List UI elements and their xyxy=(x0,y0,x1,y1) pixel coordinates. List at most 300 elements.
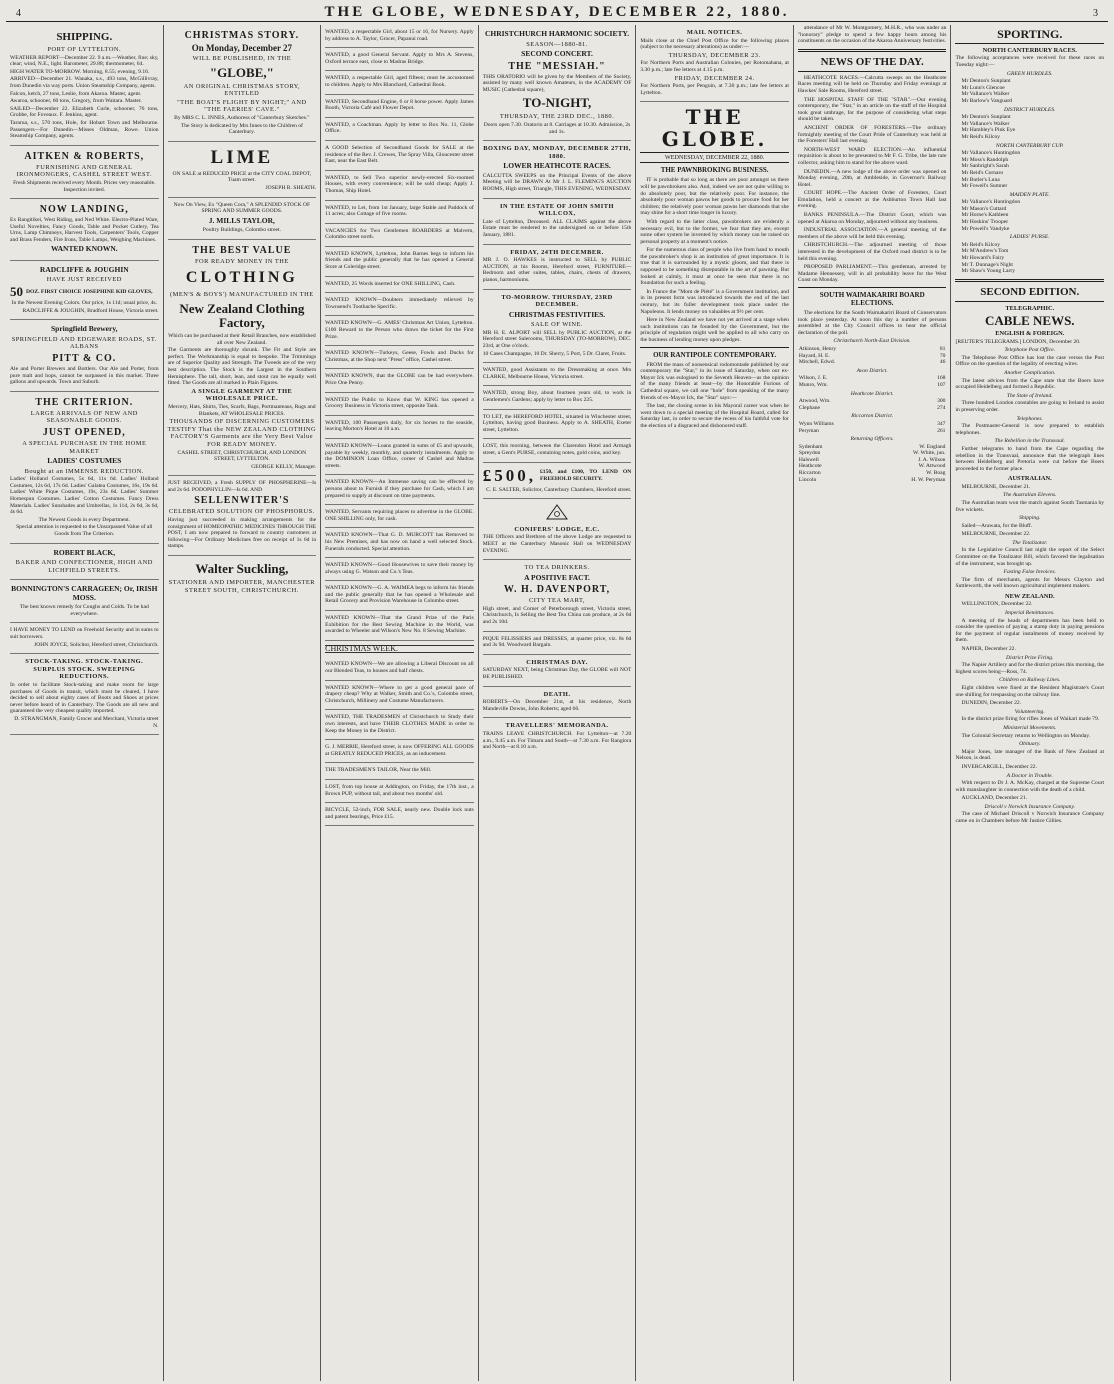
cable-heading: The Rebellion in the Transvaal. xyxy=(994,438,1065,445)
dateline: MELBOURNE, December 21. xyxy=(961,483,1031,490)
arrived-3: Awaroa, schooner, 60 tons, Gregory, from Waitara. Master. xyxy=(10,98,142,105)
english-foreign: ENGLISH & FOREIGN. xyxy=(995,330,1065,338)
cable-heading: District Prize Firing. xyxy=(1006,654,1054,661)
cable-text: In the district prize firing for rifles Jones of Waikari made 79. xyxy=(961,716,1100,723)
sailed-1: SAILED—December 22. Elizabeth Curle, schooner, 76 tons, Grubbe, for Foveaux. F. Jenkins, agent. xyxy=(10,105,159,119)
special-attention: Special attention is requested to the Unsurpassed Value of all Goods from The Criterion. xyxy=(16,524,153,537)
christmas-ad-text: WANTED KNOWN—We are allowing a Liberal Discount on all our Blended Teas, to houses and half chests. xyxy=(325,661,474,675)
wanted-ad xyxy=(325,581,474,611)
ready-money: FOR READY MONEY IN THE xyxy=(194,257,289,265)
brewery-title: Springfield Brewery, xyxy=(51,324,118,334)
poll-row xyxy=(798,450,947,457)
radcliffe-50: 50 xyxy=(10,284,23,300)
wanted-ads-list xyxy=(325,25,474,641)
pawnbroking-article xyxy=(640,177,789,343)
death-heading: DEATH. xyxy=(543,690,571,698)
maiden-plate: MAIDEN PLATE. xyxy=(1009,191,1050,198)
poll-votes: 274 xyxy=(937,404,946,411)
money-to-lend: I HAVE MONEY TO LEND on Freehold Security and in sums to suit borrowers. xyxy=(10,627,159,640)
wanted-ad xyxy=(325,475,474,505)
wanted-ad-text: WANTED KNOWN—That the Grand Prize of the Paris Exhibition for the Best Sewing Machine in the World, was awarded to Wheeler and Wilson's New No. 8 Sewing Machine. xyxy=(325,615,474,635)
race-entry: Mr Hoskins' Trooper xyxy=(961,219,1009,226)
mail-body: Mails close at the Chief Post Office for the following places (subject to the necessary alterations) as under:— xyxy=(640,37,789,51)
wanted-ad xyxy=(325,416,474,439)
christmas-ads-list xyxy=(325,657,474,826)
race-entry: Mr Reid's Cornaro xyxy=(961,169,1004,176)
wanted-ad-text: WANTED KNOWN—Good Housewives to save their money by always using G. Watson and Co.'s Teas. xyxy=(325,562,474,575)
news-item: ANCIENT ORDER OF FORESTERS.—The ordinary fortnightly meeting of the Court Pride of Canterbury was held at the Foresters' Hall last evening. xyxy=(797,124,947,145)
radcliffe-kid: DOZ. FIRST CHOICE JOSEPHINE KID GLOVES, xyxy=(26,288,153,295)
death-body: ROBERTS—On December 21st, at his residence, North Mandeville Downs, John Roberts; aged 66. xyxy=(482,699,632,712)
xmas-author: By MRS C. L. INNES, Authoress of "Canterbury Sketches." xyxy=(174,114,310,121)
wanted-ad xyxy=(325,439,474,475)
district-hurdles: DISTRICT HURDLES. xyxy=(1004,106,1056,113)
davenport-title: W. H. DAVENPORT, xyxy=(503,584,611,596)
wanted-ad xyxy=(325,277,474,294)
shipping-heading: SHIPPING. xyxy=(56,31,113,43)
radcliffe-title: RADCLIFFE & JOUGHIN xyxy=(39,264,129,274)
high-water: HIGH WATER TO-MORROW. Morning, 8.55; evening, 9.16. xyxy=(10,68,150,75)
poll-row xyxy=(798,346,947,353)
column-5 xyxy=(636,25,794,1381)
wanted-ad xyxy=(325,141,474,171)
christmas-day-body: SATURDAY NEXT, being Christmas Day, the GLOBE will NOT BE PUBLISHED. xyxy=(482,667,632,680)
nc-races: NORTH CANTERBURY RACES. xyxy=(982,47,1077,54)
poll-votes: 70 xyxy=(939,352,946,359)
poll-name: Wynn Williams xyxy=(798,420,834,427)
poll-row xyxy=(798,428,947,435)
poll-results xyxy=(798,338,947,483)
mail-thursday: THURSDAY, DECEMBER 23. xyxy=(668,51,761,59)
furniture-sale: MR J. O. HAWKES is instructed to SELL by PUBLIC AUCTION, at his Rooms, Hereford street, FURNITURE—Bedroom and other suites, tables, chairs, chests of drawers, pianos, harmoniums. xyxy=(482,257,632,283)
ladies-sub: Bought at an IMMENSE REDUCTION. xyxy=(24,467,144,475)
dateline: AUCKLAND, December 21. xyxy=(961,795,1028,802)
cable-heading: Telephones. xyxy=(1016,415,1043,422)
continued-text: attendance of Mr W. Montgomery, M.H.R., who was under an "honorary" pledge to spend a few happy hours among his constituents on the occasion of the Akaroa Anniversary festivities. xyxy=(797,25,947,45)
messiah-body: THIS ORATORIO will be given by the Members of the Society, assisted by many well known Amateurs, in the ACADEMY OF MUSIC (Cathedral square), xyxy=(482,73,632,93)
poll-votes: 347 xyxy=(937,420,946,427)
davenport-body: High street, and Corner of Peterborough street, Victoria street, Christchurch, Is Selling the Best Tea China can produce, at 2s 6d and 2s 10d. xyxy=(482,605,632,625)
column-7 xyxy=(951,25,1108,1381)
page-number-right: 3 xyxy=(1092,8,1098,19)
globe-leader-title: THE GLOBE. xyxy=(661,105,768,152)
wanted-ad-text: WANTED, Secondhand Engine, 6 or 8 horse power. Apply James Booth, Victoria Café and Flower Depot. xyxy=(325,98,474,112)
newest-goods: The Newest Goods in every Department. xyxy=(38,516,131,523)
cable-heading: The Totalizator. xyxy=(1012,539,1048,546)
race-entry: Mr Vallance's Huntingdon xyxy=(961,199,1021,206)
cable-items xyxy=(955,347,1104,824)
sporting-title: SPORTING. xyxy=(997,27,1063,41)
wanted-ad-text: WANTED KNOWN—That G. D. MURCOTT has Removed to his New Premises, and has now on hand a well selected Stock. Funerals conducted. Special attention. xyxy=(325,532,474,552)
wanted-ad xyxy=(325,393,474,416)
poll-votes: H. W. Peryman xyxy=(911,476,946,483)
stocktaking-body: In order to facilitate Stock-taking and make room for large purchases of Goods in transit, which must be cleared, I have decided to sell about eighty cases of Boots and Shoes at prices never before heard of in Canterbury. The Goods are all new and guaranteed the very cheapest quality imported. xyxy=(10,681,159,715)
criterion-sub: LARGE ARRIVALS OF NEW AND SEASONABLE GOODS. xyxy=(30,409,138,425)
wanted-ad xyxy=(325,505,474,528)
race-entry: Mr Vallance's Walker xyxy=(961,120,1010,127)
wanted-ad xyxy=(325,558,474,581)
newspaper-title: THE GLOBE, WEDNESDAY, DECEMBER 22, 1880. xyxy=(324,4,790,20)
mercery: Mercery, Hats, Shirts, Ties, Scarfs, Bags, Portmanteaus, Rugs and Blankets, AT WHOLESALE PRICES. xyxy=(168,403,316,417)
pique-ad: PIQUE FELISSIERS and DRESSES, at quarter price, viz. 8s 6d and 3s 9d. Woodward Bargain. xyxy=(482,635,632,649)
dateline: NAPIER, December 22. xyxy=(961,646,1016,652)
masthead xyxy=(6,4,1108,22)
wanted-ad-text: VACANCIES for Two Gentlemen BOARDERS at Malvern, Colombo street north. xyxy=(325,227,474,241)
poll-name: Atwood, Wm. xyxy=(798,398,831,405)
poll-row xyxy=(798,398,947,405)
reward-amount: £500, xyxy=(482,465,536,485)
wanted-ad xyxy=(325,293,474,316)
cable-heading: A Doctor in Trouble. xyxy=(1006,772,1053,779)
waimakariri-title: SOUTH WAIMAKARIRI BOARD ELECTIONS. xyxy=(819,291,925,307)
news-item: CHRISTCHURCH.—The adjourned meeting of those interested in the development of the Oxford road district is to be held this evening. xyxy=(797,242,947,262)
lime-sub: ON SALE at REDUCED PRICE at the CITY COAL DEPOT, Tuam street. xyxy=(172,170,312,184)
poll-row xyxy=(798,375,947,382)
green-hurdles: GREEN HURDLES. xyxy=(1006,70,1053,77)
cable-heading: Another Complication. xyxy=(1004,370,1056,376)
column-4 xyxy=(479,25,637,1381)
poll-name: Hayard, H. E. xyxy=(798,352,830,359)
poll-name: Halswell xyxy=(798,456,819,463)
race-entry: Mr Denton's Sunplant xyxy=(961,78,1011,85)
aitken-body: Fresh Shipments received every Month. Prices very reasonable. Inspection invited. xyxy=(13,179,156,193)
cable-text: The Napier Artillery and for the district prizes this morning, the highest scores being—Ross, 74. xyxy=(955,662,1105,675)
wanted-ad-text: WANTED KNOWN—Turkeys, Geese, Fowls and Ducks for Christmas, at the Shop next "Press" office, Cashel street. xyxy=(325,350,474,363)
dateline: INVERCARGILL, December 22. xyxy=(961,763,1037,770)
poll-votes: 300 xyxy=(937,398,946,405)
radcliffe-sub: HAVE JUST RECEIVED xyxy=(46,276,122,284)
port-heading: PORT OF LYTTELTON. xyxy=(47,46,122,53)
mail-friday-body: For Northern Ports, per Penguin, at 7.30 p.m.; late fee letters at Lyttelton. xyxy=(640,83,789,96)
race-entry: Mr Reid's Kilcoy xyxy=(961,133,1001,140)
wanted-ad-text: WANTED, a respectable Girl, aged fifteen; must be accustomed to children. Apply to Mrs Blanchard, Cathedral Book. xyxy=(325,75,474,88)
north-cup: NORTH CANTERBURY CUP. xyxy=(995,142,1064,149)
nc-intro: The following acceptances were received for these races on Tuesday night:— xyxy=(955,55,1105,68)
rantipole-title: OUR RANTIPOLE CONTEMPORARY. xyxy=(653,350,777,359)
poll-name: Mitchell, Edwd. xyxy=(798,359,836,366)
race-entry: Mr Sanbright's Sarah xyxy=(961,163,1009,170)
cable-text: The Colonial Secretary returns to Wellington on Monday. xyxy=(961,732,1091,739)
district-hurdles-list xyxy=(955,114,1104,140)
poll-row xyxy=(798,444,947,451)
christmas-ad-text: WANTED, THE TRADESMEN of Christchurch to Study their own interests, and have THEIR CLOTHES MADE in order to Keep the Money in the District. xyxy=(325,714,474,734)
poll-name: Riccarton xyxy=(798,470,821,477)
telegraphic: TELEGRAPHIC. xyxy=(1005,304,1055,312)
cable-text: Further telegrams to hand from the Cape regarding the rebellion in the Transvaal, announce that the telegraph lines between Heidelberg and Pretoria were cut before the Boers proceeded to the former place. xyxy=(955,445,1105,472)
aitken-title: AITKEN & ROBERTS, xyxy=(24,150,145,162)
poll-row xyxy=(798,457,947,464)
christmas-ad-text: THE TRADESMEN'S TAILOR, Near the Mill. xyxy=(325,767,432,774)
harmonic-season: SEASON—1880-81. xyxy=(526,40,588,48)
rantipole-text-2: The last, the closing scene in his Mayoral career was when he went down to a special meeting of the Hospital Board, called for Saturday last, in order to secure the recess of his faithful vote for the election of a disgraced and dishonored staff. xyxy=(640,403,789,429)
poll-row xyxy=(798,359,947,366)
dateline: DUNEDIN, December 22. xyxy=(961,700,1022,707)
wanted-ad-text: WANTED, to Let, from 1st January, large Stable and Paddock of 11 acres; also Cottage of five rooms. xyxy=(325,204,474,218)
race-entry: Mr Lunn's Glencoe xyxy=(961,84,1005,91)
cable-text: In the Legislative Council last night the report of the Select Committee on the Totalizator Bill, which favored the legalisation of the instrument, was brought up. xyxy=(955,547,1105,567)
christmas-ad xyxy=(325,657,474,680)
race-entry: Mr Fowell's Sumner xyxy=(961,183,1008,190)
calcutta-sweeps: CALCUTTA SWEEPS on the Principal Events of the above Meeting will be DRAWN At Mr J. L. FLEMING'S AUCTION ROOMS, High street, Triangle, THIS EVENING, WEDNESDAY. xyxy=(482,172,632,193)
wanted-ad-text: WANTED KNOWN, that the GLOBE can be had everywhere. Price One Penny. xyxy=(325,373,474,386)
travellers-body: TRAINS LEAVE CHRISTCHURCH. For Lyttelton—at 7.20 a.m., 9.45 a.m. For Timaru and South—at 7.30 a.m. For Rangiora and North—at 8.10 a.m. xyxy=(482,730,632,751)
wanted-ad xyxy=(325,224,474,247)
poll-votes: 81 xyxy=(939,345,946,352)
poll-name: Munro, Wm. xyxy=(798,381,828,388)
cable-text: The Australian team won the match against South Tasmania by five wickets. xyxy=(955,499,1105,513)
factory-mgr: GEORGE KELLY, Manager. xyxy=(251,463,317,470)
race-entry: Mr Moss's Randolph xyxy=(961,156,1009,163)
clothing-sub: (MEN'S & BOYS') MANUFACTURED IN THE xyxy=(170,291,314,299)
race-entry: Mr Vallance's Huntingdon xyxy=(961,150,1021,157)
wanted-ad-text: A GOOD Selection of Secondhand Goods for SALE at the residence of the Rev. J. Crewes, The Spray Villa, Gloucester street East, near the East Belt. xyxy=(325,144,474,165)
cable-heading: Children on Railway Lines. xyxy=(999,677,1061,684)
poll-heading: Returning Officers. xyxy=(850,436,894,443)
christmas-ad-text: WANTED KNOWN—Where to get a good general pace of drapery cheap? Why at Walker, Smith and Co.'s, Colombo street, Christchurch, Millinery and Costume Manufacturers. xyxy=(325,684,474,704)
clothing-title: CLOTHING xyxy=(185,269,298,287)
news-items xyxy=(798,75,947,284)
phosphorus-sub: CELEBRATED SOLUTION OF PHOSPHORUS. xyxy=(168,508,315,516)
wanted-ad xyxy=(325,71,474,94)
cable-heading: Driscoll v Norwich Insurance Company. xyxy=(984,803,1076,810)
masonic-emblem-icon xyxy=(546,504,568,520)
poll-name: Wilson, J. E. xyxy=(798,375,828,382)
cable-text: Sailed—Arawata, for the Bluff. xyxy=(961,522,1033,529)
poll-name: Sydenham xyxy=(798,443,823,450)
news-of-the-day-title: NEWS OF THE DAY. xyxy=(820,55,924,68)
lime-title: LIME xyxy=(210,146,274,168)
wanted-ad-text: WANTED, a respectable Girl, about 15 or 16, for Nursery. Apply by address to A. Taylor, Grocer, Papanui road. xyxy=(325,29,474,42)
dateline: MELBOURNE, December 22. xyxy=(961,531,1031,538)
news-item: INDUSTRIAL ASSOCIATION.—A general meeting of the members of the above will be held this evening. xyxy=(797,227,947,240)
wanted-strong: WANTED, strong Boy, about fourteen years old, to work in Gentlemen's Gardens; apply by letter to Box 225. xyxy=(482,390,632,403)
wanted-ad-text: WANTED, a good General Servant. Apply to Mrs A. Stevens, Oxford terrace east, close to Madras Bridge. xyxy=(325,52,474,65)
hereford-hotel: TO LET, the HEREFORD HOTEL, situated in Winchester street, Lyttelton, having good Business. Apply to A. SHEATH, Exeter street, Lyttelton. xyxy=(482,413,632,433)
factory-list: The Garments are thoroughly shrunk. The Fit and Style are perfect. The Workmanship is equal to bespoke. The Trimmings are of Superior Quality and Strength. The Tweeds are of the very best description. The Stock is the Largest in the Southern Hemisphere. The tall, short, lean, and stout can be equally well fitted. The Goods are all marked in Plain Figures. xyxy=(167,347,317,387)
wanted-ad xyxy=(325,369,474,392)
cable-heading: The Australian Elevens. xyxy=(1003,492,1057,499)
reuters: [REUTER'S TELEGRAMS.] LONDON, December 20. xyxy=(955,338,1081,345)
poll-name: Spreydon xyxy=(798,450,821,457)
race-entry: Mr Powell's Vandyke xyxy=(961,225,1010,232)
race-entry: Mr Mason's Cuttard xyxy=(961,205,1007,212)
wanted-ad xyxy=(325,48,474,71)
wanted-ad xyxy=(325,118,474,141)
cable-heading: Telephone Post Office. xyxy=(1004,347,1056,354)
wanted-ad xyxy=(325,316,474,346)
cable-text: The Telephone Post Office has lost the case versus the Post Office on the question of the legality of erecting wires. xyxy=(955,354,1105,368)
wanted-ad-text: WANTED, 25 Words inserted for ONE SHILLING, Cash. xyxy=(325,280,456,287)
poll-heading: Avon District. xyxy=(856,367,888,374)
bonnington-body: The best known remedy for Coughs and Colds. To be had everywhere. xyxy=(19,604,149,617)
estate-body: Late of Lyttelton, Deceased. ALL CLAIMS against the above Estate must be rendered to the undersigned on or before 15th January, 1881. xyxy=(482,218,632,238)
race-entry: Mr M'Andrew's Tom xyxy=(961,248,1009,255)
strangman-sign: D. STRANGMAN, Family Grocer and Merchant, Victoria street N. xyxy=(14,715,159,729)
mills-addr: Poultry Buildings, Colombo street. xyxy=(202,227,281,234)
bonnington-title: BONNINGTON'S CARRAGEEN; Or, IRISH MOSS. xyxy=(11,584,158,602)
christmas-ad xyxy=(325,803,474,826)
conifers-body: THE Officers and Brethren of the above Lodge are requested to MEET at the Canterbury Masonic Hall on WEDNESDAY EVENING. xyxy=(482,534,632,554)
black-title: ROBERT BLACK, xyxy=(53,547,116,557)
poll-row xyxy=(798,405,947,412)
phosphorus-body: Having just succeeded in making arrangements for the consignment of HOMEOPATHIC MEDICINES THROUGH THE POST, I am now prepared to forward to country customers at following—For Ordinary Medicines free on receipt of 1s 6d in stamps. xyxy=(167,517,317,550)
christmas-ad xyxy=(325,710,474,740)
xmas-published: WILL BE PUBLISHED, IN THE xyxy=(192,55,292,62)
columns xyxy=(6,25,1108,1381)
poll-row xyxy=(798,382,947,389)
conifers-title: CONIFERS' LODGE, E.C. xyxy=(514,525,600,533)
christmas-ad xyxy=(325,763,474,780)
column-3 xyxy=(321,25,479,1381)
brewery-body: Ale and Porter Brewers and Bottlers. Our Ale and Porter, from pure malt and hops, cannot be surpassed in this market. Three gallons and upwards. Town and Suburb. xyxy=(10,365,159,386)
ladies-body: Ladies' Holland Costumes, 5s 6d, 11s 6d. Ladies' Holland Costumes, 12s 6d, 17s 6d. Ladies' Galatea Costumes, 16s, 19s 6d. Ladies' White Pique Costumes, 19s, 23s 6d. Ladies' Summer Homespun Costumes. Ladies' Cotton Costumes. Fancy Dress Materials. Ladies' Sunshades and Umbrellas, 1s 11d, 2s 6d, 3s 6d, 4s 6d. xyxy=(10,476,159,516)
poll-heading: Riccarton District. xyxy=(851,413,894,420)
radcliffe-body: In the Newest Evening Colors. Our price, 1s 11d; usual price, 4s. xyxy=(11,300,157,307)
wanted-ad-text: WANTED KNOWN—An Immense saving can be effected by persons about to Furnish if they purchase for Cash, which I am prepared to supply at discount on time payments. xyxy=(325,479,474,499)
poll-table xyxy=(798,444,947,484)
waimakariri-body: The elections for the South Waimakariri Board of Conservators took place yesterday. At noon this day a number of persons assembled at the City Council offices to hear the official declaration of the poll. xyxy=(797,310,947,336)
lost-purse: LOST, this morning, between the Clarendon Hotel and Armagh street, a Gent's PURSE, containing notes, gold coins, and key. xyxy=(482,443,632,456)
column-2 xyxy=(164,25,322,1381)
wanted-ad xyxy=(325,171,474,201)
christmas-ad-text: G. J. MERRIE, Hereford street, is now OFFERING ALL GOODS at GREATLY REDUCED PRICES, as an inducement. xyxy=(325,744,474,757)
poll-name: Atkinson, Henry xyxy=(798,345,837,352)
arrived-2: Falcon, ketch, 27 tons, Leslie, from Akaroa. Master, agent. xyxy=(10,90,142,97)
news-item: PROPOSED PARLIAMENT.—This gentleman, arrested by Madame Hennessey, will in all probability leave for the West Coast on Monday. xyxy=(797,264,947,284)
news-item: COURT HOPE.—The Ancient Order of Foresters, Court Emulation, held a concert at the Ashburton Town Hall last evening. xyxy=(797,190,947,210)
cable-text: The case of Michael Driscoll v Norwich Insurance Company came on in Chambers before Mr Justice Gillies. xyxy=(955,811,1105,825)
wine-body: MR H. E. ALPORT will SELL by PUBLIC AUCTION, at the Hereford street Salerooms, THURSDAY (TO-MORROW), DEC. 23rd, at One o'clock. xyxy=(482,329,632,350)
cable-text: Major Jones, late manager of the Bank of New Zealand at Nelson, is dead. xyxy=(955,748,1105,762)
mills-lead: Now On View, Ex "Queen Cora," A SPLENDID STOCK OF SPRING AND SUMMER GOODS. xyxy=(173,201,311,215)
poll-row xyxy=(798,353,947,360)
christmas-ad xyxy=(325,780,474,803)
thousands: THOUSANDS OF DISCERNING CUSTOMERS TESTIFY That the NEW ZEALAND CLOTHING FACTORY'S Garments are the Very Best Value FOR READY MONEY. xyxy=(167,418,317,448)
cable-text: Eight children were fined at the Resident Magistrate's Court one shilling for trespassing on the railway line. xyxy=(955,684,1105,698)
column-6 xyxy=(794,25,952,1381)
xmas-date: On Monday, December 27 xyxy=(191,43,293,53)
factory-body: Which can be purchased at their Retail Branches, now established all over New Zealand. xyxy=(168,333,316,346)
wanted-known-heading: WANTED KNOWN. xyxy=(50,244,118,254)
leader-dateline: WEDNESDAY, DECEMBER 22, 1880. xyxy=(640,152,789,163)
cable-news: CABLE NEWS. xyxy=(984,313,1075,329)
pitt-title: PITT & CO. xyxy=(52,352,117,364)
christmas-ad xyxy=(325,681,474,711)
poll-row xyxy=(798,463,947,470)
race-entry: Mr Hambley's Pink Eye xyxy=(961,127,1016,134)
poll-name: Peryman xyxy=(798,427,819,434)
wanted-good: WANTED, good Assistants to the Dressmaking at once. Mrs CLARKE, Melbourne House, Victoria street. xyxy=(482,367,632,380)
globe-name: "GLOBE," xyxy=(209,64,274,80)
poll-table xyxy=(798,375,947,388)
wanted-ad-text: WANTED KNOWN—G. A. WAIMEA begs to inform his friends and the public generally that he has opened a Wholesale and Retail Grocery and Provision Warehouse in Colombo street. xyxy=(325,585,474,605)
christmas-ad-text: LOST, from top house at Addington, on Friday, the 17th inst., a Brown PUP, without tail, and about two months' old. xyxy=(325,783,474,797)
mail-thursday-body: For Northern Ports and Australian Colonies, per Rotomahana, at 3.30 p.m.; late fee letters at 4.15 p.m. xyxy=(640,60,789,73)
race-entry: Mr Howard's Fairy xyxy=(961,255,1005,262)
reward-body: £150, and £100, TO LEND ON FREEHOLD SECURITY. xyxy=(539,468,632,482)
wanted-ad-text: WANTED KNOWN, Lyttelton, John Barnes begs to inform his friends and the public generally that he has opened a General Store at Coleridge street. xyxy=(325,250,474,271)
race-entry: Mr Horne's Kathleen xyxy=(961,212,1009,219)
cable-heading: The State of Ireland. xyxy=(1006,392,1053,399)
rantipole-text: FROM the mass of nonsensical rodomontade published by our contemporary the "Star," in its issue of Saturday, when our ex-Mayor Ick was eulogised to the Seventh Heaven—as the opinion of the many friends at least—by the Honorable Furious of Cathedral square, we call one "hole" from speaking of the many friends of ex-Mayor Ick, the "Star" says:— xyxy=(640,361,789,401)
tonight-body: Doors open 7.30. Oratorio at 8. Carriages at 10.30. Admission, 2s and 1s. xyxy=(483,121,631,135)
davenport-sub: CITY TEA MART, xyxy=(529,597,586,605)
race-entry: Mr Shaw's Young Larry xyxy=(961,268,1015,275)
brewery-sub: SPRINGFIELD AND EDGEWARE ROADS, ST. ALBANS xyxy=(11,335,157,351)
news-item: DUNEDIN.—A new lodge of the above order was opened on Monday evening, 20th, at Ambleside, in Governor's Railway Hotel. xyxy=(797,168,947,188)
wanted-ad-text: WANTED KNOWN—Loans granted in sums of £5 and upwards, payable by weekly, monthly, and quarterly instalments. Apply to the DOMINION Loan Office, corner of Cashel and Madras streets. xyxy=(325,442,474,469)
tonight: TO-NIGHT, xyxy=(522,95,592,111)
wanted-ad xyxy=(325,25,474,48)
mail-title: MAIL NOTICES. xyxy=(686,29,743,36)
salter-sign: C. E. SALTER, Solicitor, Canterbury Chambers, Hereford street. xyxy=(486,486,632,493)
poll-row xyxy=(798,421,947,428)
suckling-sub: STATIONER AND IMPORTER, MANCHESTER STREET SOUTH, CHRISTCHURCH. xyxy=(168,579,316,594)
christmas-ad xyxy=(325,740,474,763)
cable-text: The firm of merchants, agents for Messrs Clayton and Suttleworth, the well known agricultural implement makers. xyxy=(955,576,1105,590)
race-entry: Mr Denton's Sunplant xyxy=(961,114,1011,121)
poll-table xyxy=(798,421,947,434)
lower-heathcote: LOWER HEATHCOTE RACES. xyxy=(503,161,611,171)
stocktaking-title: STOCK-TAKING. STOCK-TAKING. SURPLUS STOCK. SWEEPING REDUCTIONS. xyxy=(25,658,144,681)
phosphorus-lead: JUST RECEIVED, a Fresh SUPPLY OF PHOSPHERINE—Is and 2s 6d. PODOPHYLLIN—Is 6d. AND xyxy=(167,480,317,493)
ladies-costumes: LADIES' COSTUMES xyxy=(47,456,122,466)
pawnbroking-paragraph: With regard to the latter class, pawnbrokers are evidently a necessary evil, but to the former, we fear that they are, except some other system be invented by which money can be raised on personal property at a moment's notice. xyxy=(640,218,789,245)
australian-heading: AUSTRALIAN. xyxy=(1007,475,1052,483)
poll-name: Heathcote xyxy=(798,463,822,470)
christmas-week-heading: CHRISTMAS WEEK. xyxy=(325,645,474,654)
wanted-ad xyxy=(325,247,474,277)
harmonic-title: CHRISTCHURCH HARMONIC SOCIETY. xyxy=(484,29,630,38)
criterion-title: THE CRITERION. xyxy=(35,396,134,408)
cable-heading: Obituary. xyxy=(1019,741,1041,748)
cable-text: The latest advices from the Cape state that the Boers have occupied Heidelberg and formed a Republic. xyxy=(955,377,1105,391)
poll-votes: W. England xyxy=(919,443,946,450)
poll-votes: W. White, jun. xyxy=(912,450,946,457)
best-value: THE BEST VALUE xyxy=(192,244,292,256)
green-hurdles-list xyxy=(955,78,1104,104)
factory-addr: CASHEL STREET, CHRISTCHURCH, AND LONDON STREET, LYTTELTON. xyxy=(177,449,307,463)
wanted-ad xyxy=(325,95,474,118)
lime-sign: JOSEPH B. SHEATH. xyxy=(265,184,317,191)
new-zealand-heading: NEW ZEALAND. xyxy=(1004,593,1055,601)
pawnbroking-paragraph: In France the "Mont de Piété" is a Government institution, and in its present form was introduced towards the end of the last century, but its fuller development took place under the Napoleons. It lends money on valuables at 9½ per cent. xyxy=(640,288,789,315)
news-item: NORTH-WEST WARD ELECTION.—An influential requisition is about to be presented to Mr F. G. Tribe, the late rate collector, asking him to stand for the above ward. xyxy=(797,146,947,166)
poll-votes: 261 xyxy=(937,427,946,434)
pawnbroking-paragraph: For the numerous class of people who live from hand to mouth the pawnbroker's shop is an institution of great importance. It is true that it is surrounded by a mystic gloom, and that there is supposed to be something disreputable in the art of pawning. But looked at calmly, it must at once be seen that there is no foundation for such a feeling. xyxy=(640,247,789,287)
poll-heading: Heathcote District. xyxy=(850,390,894,397)
aitken-sub: FURNISHING AND GENERAL IRONMONGERS, CASHEL STREET WEST. xyxy=(16,163,153,179)
wanted-ad xyxy=(325,346,474,369)
travellers-heading: TRAVELLERS' MEMORANDA. xyxy=(505,722,609,730)
xmas-title: CHRISTMAS STORY. xyxy=(184,30,300,41)
arrived-1: ARRIVED—December 21. Wanaka, s.s., 493 tons, McGillivray, from Dunedin via way ports. Union Steamship Company, agents. xyxy=(10,76,159,89)
poll-heading: Christchurch North-East Division. xyxy=(833,338,911,345)
wanted-ad-text: WANTED KNOWN—Doubters immediately relieved by Townsend's Toothache Specific. xyxy=(325,297,474,310)
cable-text: A meeting of the heads of departments has been held to consider the question of paying a stamp duty in paying pensions for the payment of regular instalments of money received by them. xyxy=(955,617,1105,644)
estate-title: IN THE ESTATE OF JOHN SMITH WILLCOX, xyxy=(500,202,614,218)
north-cup-list xyxy=(955,150,1104,190)
nz-factory: New Zealand Clothing Factory, xyxy=(179,301,305,330)
cable-text: With respect to Dr J. A. McKay, charged at the Supreme Court with manslaughter in connection with the death of a child. xyxy=(955,780,1105,793)
news-item: THE HOSPITAL STAFF OF THE "STAR".—Our evening contemporary, the "Star," in an article on the staff of the Hospital took great umbrage, for the purpose of considering what steps should be taken. xyxy=(797,96,947,123)
page-number-left: 4 xyxy=(16,8,21,19)
mills-name: J. MILLS TAYLOR, xyxy=(208,215,275,225)
wine-sale-heading: SALE OF WINE. xyxy=(531,321,584,329)
poll-row xyxy=(798,470,947,477)
friday-heading: FRIDAY, 24TH DECEMBER. xyxy=(510,248,604,256)
dateline: WELLINGTON, December 22. xyxy=(961,601,1033,608)
